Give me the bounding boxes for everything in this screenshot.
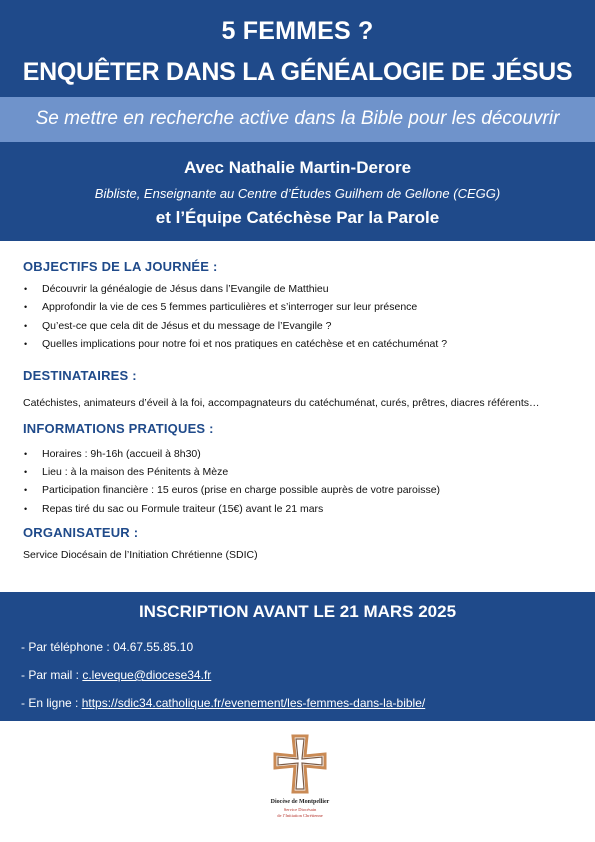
page-title-line2: ENQUÊTER DANS LA GÉNÉALOGIE DE JÉSUS [22, 58, 573, 86]
list-item: • Lieu : à la maison des Pénitents à Mèze [23, 463, 578, 481]
logo-title: Diocèse de Montpellier [270, 799, 330, 805]
cross-icon [255, 732, 345, 798]
list-item: • Horaires : 9h-16h (accueil à 8h30) [23, 445, 578, 463]
destinataires-heading: DESTINATAIRES : [23, 367, 137, 383]
speaker-name: Avec Nathalie Martin-Derore [183, 158, 412, 177]
infos-list [23, 445, 578, 519]
phone-line [21, 640, 193, 654]
mail-line [21, 668, 211, 682]
speaker-role: Bibliste, Enseignante au Centre d’Études Guilhem de Gellone (CEGG) [94, 186, 501, 201]
mail-link[interactable]: c.leveque@diocese34.fr [82, 668, 212, 682]
speaker-banner [0, 142, 595, 241]
objectifs-heading: OBJECTIFS DE LA JOURNÉE : [23, 259, 218, 274]
header-banner [0, 0, 595, 97]
web-label: - En ligne : [21, 696, 82, 710]
destinataires-text: Catéchistes, animateurs d’éveil à la foi, accompagnateurs du catéchuménat, curés, prêtres, diacres référents… [23, 396, 540, 409]
organisateur-heading: ORGANISATEUR : [23, 525, 139, 541]
logo-subtitle-line1: Service Diocésain [283, 807, 317, 812]
list-item: • Repas tiré du sac ou Formule traiteur (15€) avant le 21 mars [23, 500, 578, 518]
subtitle-band [0, 97, 595, 142]
list-item: • Qu’est-ce que cela dit de Jésus et du message de l’Evangile ? [23, 317, 578, 335]
diocese-logo [255, 732, 345, 832]
web-line [21, 696, 425, 710]
logo-subtitle-line2: de l’Initiation Chrétienne [277, 812, 323, 818]
main-content [23, 259, 578, 561]
list-item: • Découvrir la généalogie de Jésus dans l’Evangile de Matthieu [23, 280, 578, 298]
speaker-team: et l’Équipe Catéchèse Par la Parole [155, 208, 440, 227]
phone-label: - Par téléphone : [21, 640, 114, 654]
organisateur-text: Service Diocésain de l’Initiation Chrétienne (SDIC) [23, 549, 258, 562]
infos-heading: INFORMATIONS PRATIQUES : [23, 420, 214, 436]
objectifs-list [23, 280, 578, 354]
page-title-line1: 5 FEMMES ? [221, 17, 374, 45]
list-item: • Participation financière : 15 euros (prise en charge possible auprès de votre paroisse) [23, 481, 578, 499]
list-item: • Approfondir la vie de ces 5 femmes particulières et s’interroger sur leur présence [23, 298, 578, 316]
inscription-title: INSCRIPTION AVANT LE 21 MARS 2025 [138, 602, 457, 621]
inscription-banner [0, 592, 595, 721]
mail-label: - Par mail : [21, 668, 83, 682]
phone-number[interactable]: 04.67.55.85.10 [113, 640, 194, 654]
logo-subtitle [255, 807, 345, 818]
list-item: • Quelles implications pour notre foi et nos pratiques en catéchèse et en catéchuménat ? [23, 335, 578, 353]
web-link[interactable]: https://sdic34.catholique.fr/evenement/les-femmes-dans-la-bible/ [81, 696, 426, 710]
page-subtitle: Se mettre en recherche active dans la Bible pour les découvrir [35, 108, 560, 129]
